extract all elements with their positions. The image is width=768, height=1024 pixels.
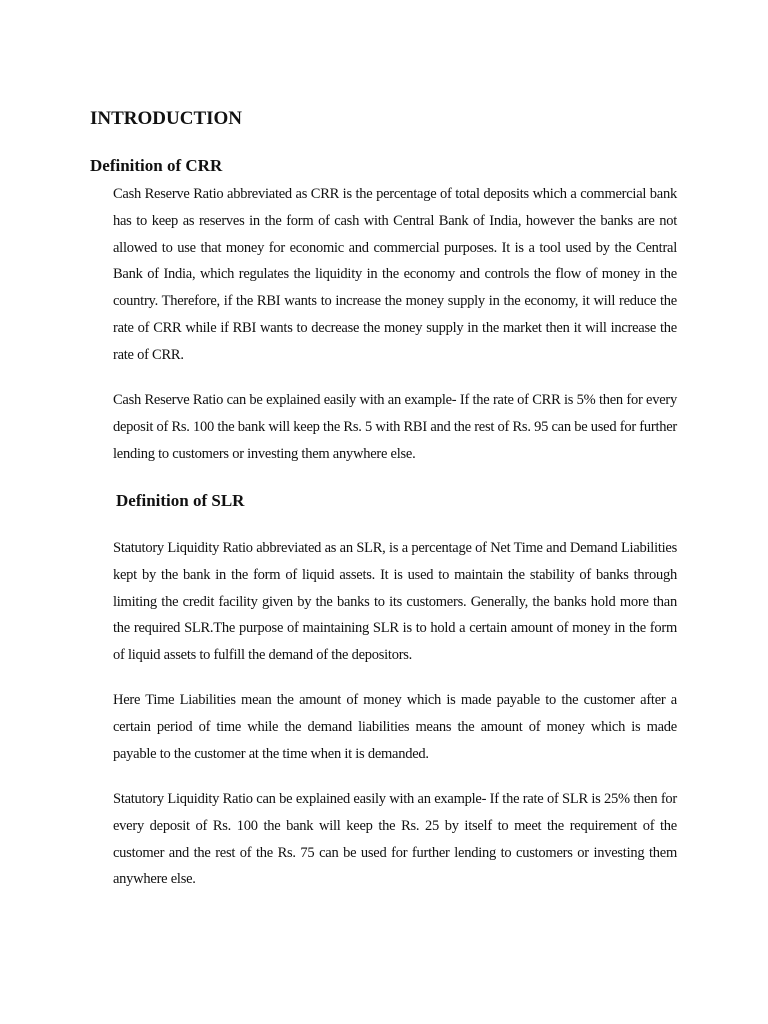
page-title: INTRODUCTION: [90, 108, 243, 129]
crr-paragraph-1: Cash Reserve Ratio abbreviated as CRR is the percentage of total deposits which a commercial bank has to keep as reserves in the form of cash with Central Bank of India, however the banks are not allowed to use that money for economic and commercial purposes. It is a tool used by the Central Bank of India, which regulates the liquidity in the economy and controls the flow of money in the country. Therefore, if the RBI wants to increase the money supply in the economy, it will reduce the rate of CRR while if RBI wants to decrease the money supply in the market then it will increase the rate of CRR.: [113, 186, 677, 363]
slr-paragraph-2: Here Time Liabilities mean the amount of money which is made payable to the customer after a certain period of time while the demand liabilities means the amount of money which is made payable to the customer at the time when it is demanded.: [113, 692, 677, 762]
crr-paragraph-2: Cash Reserve Ratio can be explained easily with an example- If the rate of CRR is 5% then for every deposit of Rs. 100 the bank will keep the Rs. 5 with RBI and the rest of Rs. 95 can be used for further lending to customers or investing them anywhere else.: [113, 392, 677, 462]
slr-paragraph-3: Statutory Liquidity Ratio can be explained easily with an example- If the rate of SLR is 25% then for every deposit of Rs. 100 the bank will keep the Rs. 25 by itself to meet the requirement of the customer and the rest of the Rs. 75 can be used for further lending to customers or investing them anywhere else.: [113, 791, 677, 888]
slr-heading: Definition of SLR: [116, 491, 245, 510]
crr-heading: Definition of CRR: [90, 156, 223, 175]
slr-paragraph-1: Statutory Liquidity Ratio abbreviated as an SLR, is a percentage of Net Time and Demand Liabilities kept by the bank in the form of liquid assets. It is used to maintain the stability of banks through limiting the credit facility given by the banks to its customers. Generally, the banks hold more than the required SLR.The purpose of maintaining SLR is to hold a certain amount of money in the form of liquid assets to fulfill the demand of the depositors.: [113, 540, 677, 664]
